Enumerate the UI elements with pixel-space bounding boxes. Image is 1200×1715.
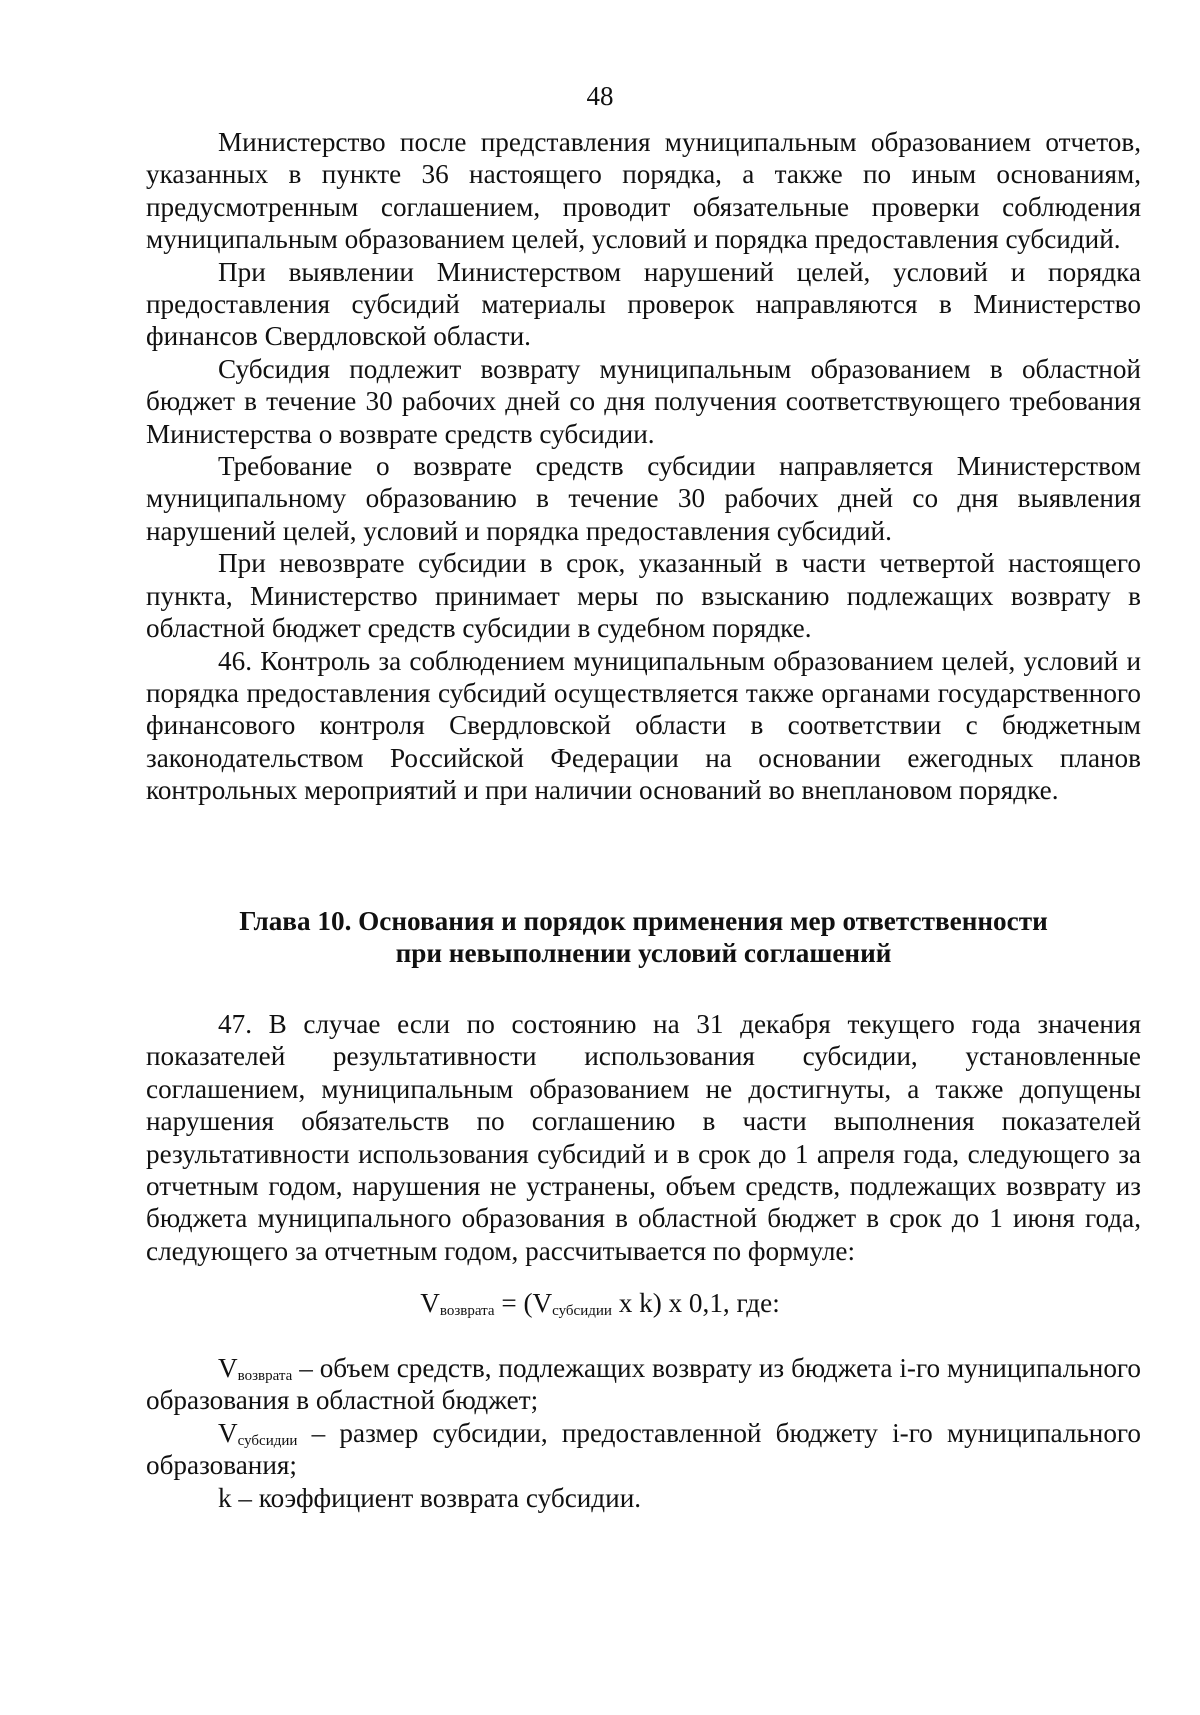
paragraph: Субсидия подлежит возврату муниципальным образованием в областной бюджет в течение 30 рабочих дней со дня получения соответствующего требования Министерства о возврате средств субсидии. <box>146 353 1141 449</box>
def-subscript: возврата <box>237 1368 293 1384</box>
formula-sub-subsidy: субсидии <box>552 1303 612 1319</box>
formula-v: V <box>420 1288 440 1318</box>
definition-v-subsidy <box>146 1417 1141 1482</box>
paragraph: При выявлении Министерством нарушений целей, условий и порядка предоставления субсидий материалы проверок направляются в Министерство финансов Свердловской области. <box>146 256 1141 352</box>
formula-rest: x k) x 0,1, где: <box>611 1288 780 1318</box>
def-subscript: субсидии <box>237 1432 298 1449</box>
chapter-heading <box>146 905 1141 970</box>
formula-sub-return: возврата <box>439 1303 495 1319</box>
paragraph-47: 47. В случае если по состоянию на 31 декабря текущего года значения показателей результативности использования субсидии, установленные соглашением, муниципальным образованием не достигнуты, а также допущены нарушения обязательств по соглашению в части выполнения показателей результативности использования субсидий и в срок до 1 апреля года, следующего за отчетным годом, нарушения не устранены, объем средств, подлежащих возврату из бюджета муниципального образования в областной бюджет в срок до 1 июня года, следующего за отчетным годом, рассчитывается по формуле: <box>146 1009 1141 1266</box>
def-text: – коэффициент возврата субсидии. <box>231 1482 642 1513</box>
formula-equals: = (V <box>494 1288 553 1318</box>
chapter-heading-line-1: Глава 10. Основания и порядок применения мер ответственности <box>239 906 1048 936</box>
return-formula <box>0 1287 1200 1319</box>
section-45-text <box>146 126 1141 807</box>
def-text: – размер субсидии, предоставленной бюджету i-го муниципального образования; <box>146 1417 1141 1481</box>
paragraph: При невозврате субсидии в срок, указанный в части четвертой настоящего пункта, Министерство принимает меры по взысканию подлежащих возврату в областной бюджет средств субсидии в судебном порядке. <box>146 548 1141 644</box>
def-symbol: k <box>218 1482 232 1513</box>
formula-definitions <box>146 1352 1141 1514</box>
def-text: – объем средств, подлежащих возврату из бюджета i-го муниципального образования в областной бюджет; <box>146 1353 1141 1416</box>
paragraph-46: 46. Контроль за соблюдением муниципальным образованием целей, условий и порядка предоставления субсидий осуществляется также органами государственного финансового контроля Свердловской области в соответствии с бюджетным законодательством Российской Федерации на основании ежегодных планов контрольных мероприятий и при наличии оснований во внеплановом порядке. <box>146 645 1141 806</box>
page-number: 48 <box>586 81 614 111</box>
definition-v-return <box>146 1352 1141 1417</box>
paragraph: Требование о возврате средств субсидии направляется Министерством муниципальному образованию в течение 30 рабочих дней со дня выявления нарушений целей, условий и порядка предоставления субсидий. <box>146 451 1141 546</box>
section-47-text <box>146 1008 1141 1267</box>
def-symbol: V <box>218 1417 238 1448</box>
chapter-heading-line-2: при невыполнении условий соглашений <box>395 938 892 969</box>
paragraph: Министерство после представления муниципальным образованием отчетов, указанных в пункте 36 настоящего порядка, а также по иным основаниям, предусмотренным соглашением, проводит обязательные проверки соблюдения муниципальным образованием целей, условий и порядка предоставления субсидий. <box>146 127 1141 255</box>
def-symbol: V <box>218 1353 238 1383</box>
definition-k <box>146 1482 1141 1514</box>
